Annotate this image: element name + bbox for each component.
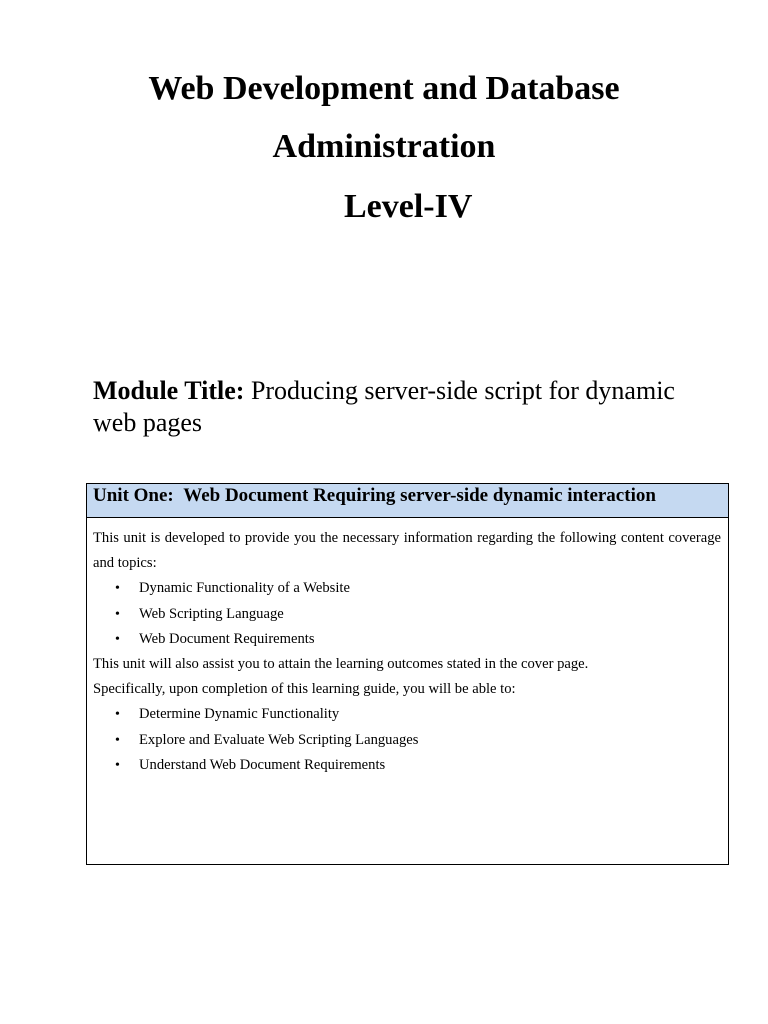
module-title-text: Producing server-side script for dynamic web pages [93,376,675,437]
bullet-icon: • [115,581,120,597]
module-title-label: Module Title: [93,376,245,405]
topic-item-text: Dynamic Functionality of a Website [139,580,350,597]
topic-item-text: Web Scripting Language [139,605,284,622]
outcome-list [93,702,721,778]
document-title-line-2: Administration [272,128,496,165]
outcome-item-text: Determine Dynamic Functionality [139,706,340,723]
topic-item [93,576,721,601]
bullet-icon: • [115,606,120,622]
outcome-item [93,753,721,778]
unit-header-label: Unit One: [93,485,174,506]
topic-item [93,602,721,627]
bullet-icon: • [115,732,120,748]
topic-list [93,576,721,652]
unit-specifically-text: Specifically, upon completion of this learning guide, you will be able to: [93,681,516,698]
document-level: Level-IV [344,188,473,225]
outcome-item-text: Understand Web Document Requirements [139,756,386,773]
bullet-icon: • [115,707,120,723]
unit-header-title: Web Document Requiring server-side dynamic interaction [183,485,656,506]
bullet-icon: • [115,757,120,773]
outcome-item [93,728,721,753]
topic-item [93,627,721,652]
unit-body [87,518,728,778]
bullet-icon: • [115,631,120,647]
outcome-item-text: Explore and Evaluate Web Scripting Languages [139,731,419,748]
document-title-line-1: Web Development and Database [148,70,620,107]
module-title [93,375,713,439]
outcome-item [93,702,721,727]
unit-assist-text: This unit will also assist you to attain the learning outcomes stated in the cover page. [93,656,589,673]
unit-box [86,483,729,865]
topic-item-text: Web Document Requirements [139,630,315,647]
unit-header [87,484,728,518]
unit-intro: This unit is developed to provide you the necessary information regarding the following content coverage and topics: [93,530,721,572]
